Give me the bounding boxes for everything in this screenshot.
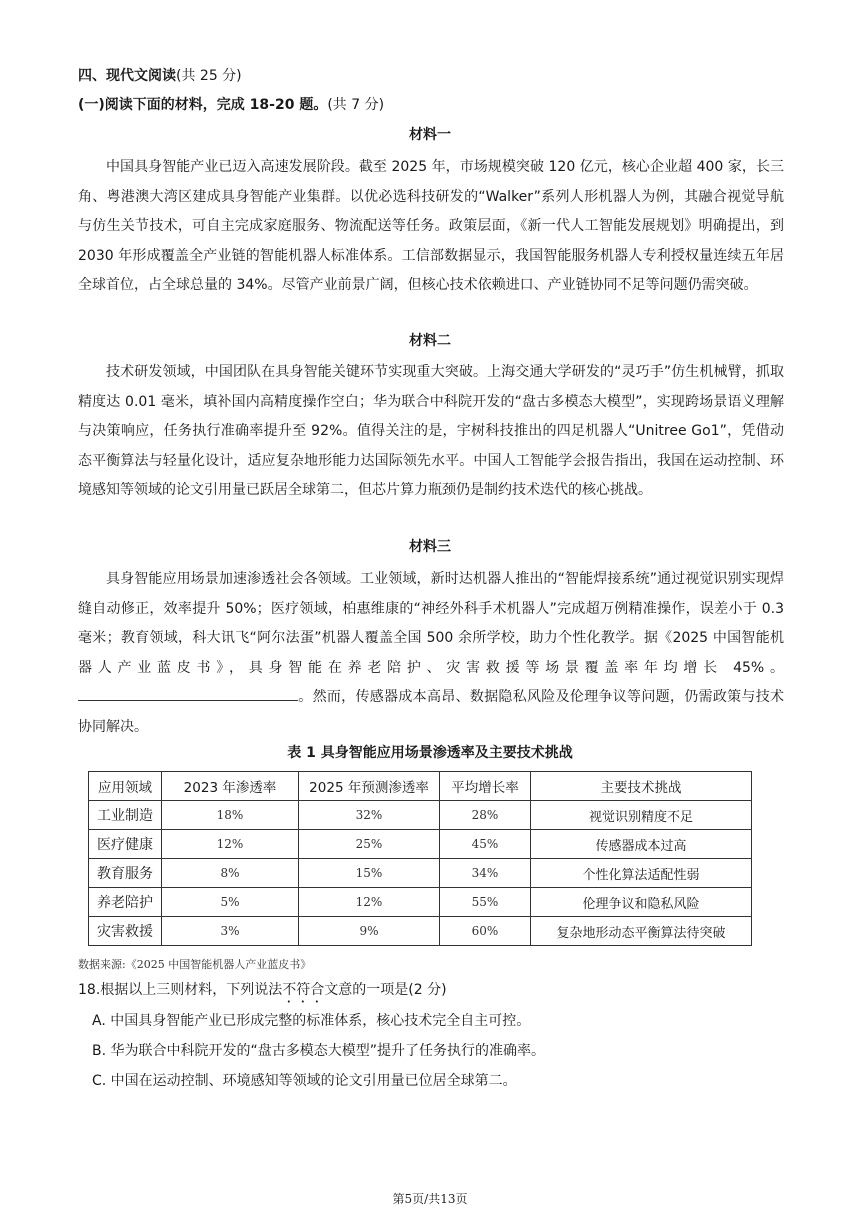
cell-challenge: 视觉识别精度不足	[531, 801, 752, 830]
table-row	[89, 888, 752, 917]
question18-emphasis: 不符合	[282, 982, 325, 998]
option-b[interactable]: B. 华为联合中科院开发的“盘古多模态大模型”提升了任务执行的准确率。	[92, 1043, 546, 1059]
col-header-2023: 2023 年渗透率	[162, 772, 299, 801]
table-header-row	[89, 772, 752, 801]
cell-challenge: 传感器成本过高	[531, 830, 752, 859]
cell-growth: 28%	[440, 801, 531, 830]
cell-2025: 15%	[299, 859, 440, 888]
col-header-challenge: 主要技术挑战	[531, 772, 752, 801]
option-a[interactable]: A. 中国具身智能产业已形成完整的标准体系，核心技术完全自主可控。	[92, 1013, 531, 1029]
table-caption: 表 1 具身智能应用场景渗透率及主要技术挑战	[287, 745, 573, 761]
section-heading: 四、现代文阅读	[78, 68, 176, 84]
table-row	[89, 859, 752, 888]
material2-text: 技术研发领域，中国团队在具身智能关键环节实现重大突破。上海交通大学研发的“灵巧手”仿生机械臂，抓取精度达 0.01 毫米，填补国内高精度操作空白；华为联合中科院开发的“盘古多模态大模型”，实现跨场景语义理解与决策响应，任务执行准确率提升至 92%。值得关注的是，宇树科技推出的四足机器人“Unitree Go1”，凭借动态平衡算法与轻量化设计，适应复杂地形能力达国际领先水平。中国人工智能学会报告指出，我国在运动控制、环境感知等领域的论文引用量已跃居全球第二，但芯片算力瓶颈仍是制约技术迭代的核心挑战。	[78, 364, 784, 499]
cell-2023: 18%	[162, 801, 299, 830]
cell-2025: 25%	[299, 830, 440, 859]
cell-2023: 3%	[162, 917, 299, 946]
cell-growth: 45%	[440, 830, 531, 859]
table-row	[89, 801, 752, 830]
cell-2025: 32%	[299, 801, 440, 830]
material1-title: 材料一	[409, 127, 451, 143]
cell-growth: 60%	[440, 917, 531, 946]
cell-2025: 9%	[299, 917, 440, 946]
cell-area: 医疗健康	[89, 830, 162, 859]
section-heading-score: (共 25 分)	[176, 68, 242, 84]
material3-text-before: 具身智能应用场景加速渗透社会各领域。工业领域，新时达机器人推出的“智能焊接系统”通过视觉识别实现焊缝自动修正，效率提升 50%；医疗领域，柏惠维康的“神经外科手术机器人”完成超万例精准操作，误差小于 0.3 毫米；教育领域，科大讯飞“阿尔法蛋”机器人覆盖全国 500 余所学校，助力个性化教学。据《2025 中国智能机器人产业蓝皮书》，具身智能在养老陪护、灾害救援等场景覆盖率年均增长 45%。	[78, 571, 784, 676]
option-c[interactable]: C. 中国在运动控制、环境感知等领域的论文引用量已位居全球第二。	[92, 1073, 517, 1089]
sub-heading-line	[78, 95, 384, 115]
cell-challenge: 伦理争议和隐私风险	[531, 888, 752, 917]
cell-area: 教育服务	[89, 859, 162, 888]
table-row	[89, 830, 752, 859]
cell-2023: 5%	[162, 888, 299, 917]
table-row	[89, 917, 752, 946]
sub-heading: (一)阅读下面的材料，完成 18-20 题。	[78, 97, 328, 113]
material3-text-after: 。然而，传感器成本高昂、数据隐私风险及伦理争议等问题，仍需政策与技术协同解决。	[78, 689, 784, 735]
cell-area: 灾害救援	[89, 917, 162, 946]
question18-stem-before: 18.根据以上三则材料，下列说法	[78, 982, 283, 998]
cell-growth: 34%	[440, 859, 531, 888]
cell-area: 工业制造	[89, 801, 162, 830]
cell-2025: 12%	[299, 888, 440, 917]
question18-stem	[78, 980, 447, 1006]
cell-area: 养老陪护	[89, 888, 162, 917]
cell-2023: 8%	[162, 859, 299, 888]
material2-title: 材料二	[409, 333, 451, 349]
question18-stem-after: 文意的一项是(2 分)	[324, 982, 447, 998]
table-source: 数据来源:《2025 中国智能机器人产业蓝皮书》	[78, 958, 312, 971]
cell-2023: 12%	[162, 830, 299, 859]
section-heading-line	[78, 66, 242, 86]
sub-heading-score: (共 7 分)	[327, 97, 385, 113]
page-number: 第5页/共13页	[392, 1192, 468, 1206]
data-table	[88, 771, 752, 946]
cell-growth: 55%	[440, 888, 531, 917]
material3-title: 材料三	[409, 539, 451, 555]
answer-blank[interactable]	[78, 686, 298, 701]
cell-challenge: 复杂地形动态平衡算法待突破	[531, 917, 752, 946]
material1-text: 中国具身智能产业已迈入高速发展阶段。截至 2025 年，市场规模突破 120 亿元，核心企业超 400 家，长三角、粤港澳大湾区建成具身智能产业集群。以优必选科技研发的“Walker”系列人形机器人为例，其融合视觉导航与仿生关节技术，可自主完成家庭服务、物流配送等任务。政策层面，《新一代人工智能发展规划》明确提出，到 2030 年形成覆盖全产业链的智能机器人标准体系。工信部数据显示，我国智能服务机器人专利授权量连续五年居全球首位，占全球总量的 34%。尽管产业前景广阔，但核心技术依赖进口、产业链协同不足等问题仍需突破。	[78, 159, 784, 294]
col-header-growth: 平均增长率	[440, 772, 531, 801]
material3-text	[78, 565, 784, 743]
col-header-2025: 2025 年预测渗透率	[299, 772, 440, 801]
cell-challenge: 个性化算法适配性弱	[531, 859, 752, 888]
col-header-area: 应用领域	[89, 772, 162, 801]
